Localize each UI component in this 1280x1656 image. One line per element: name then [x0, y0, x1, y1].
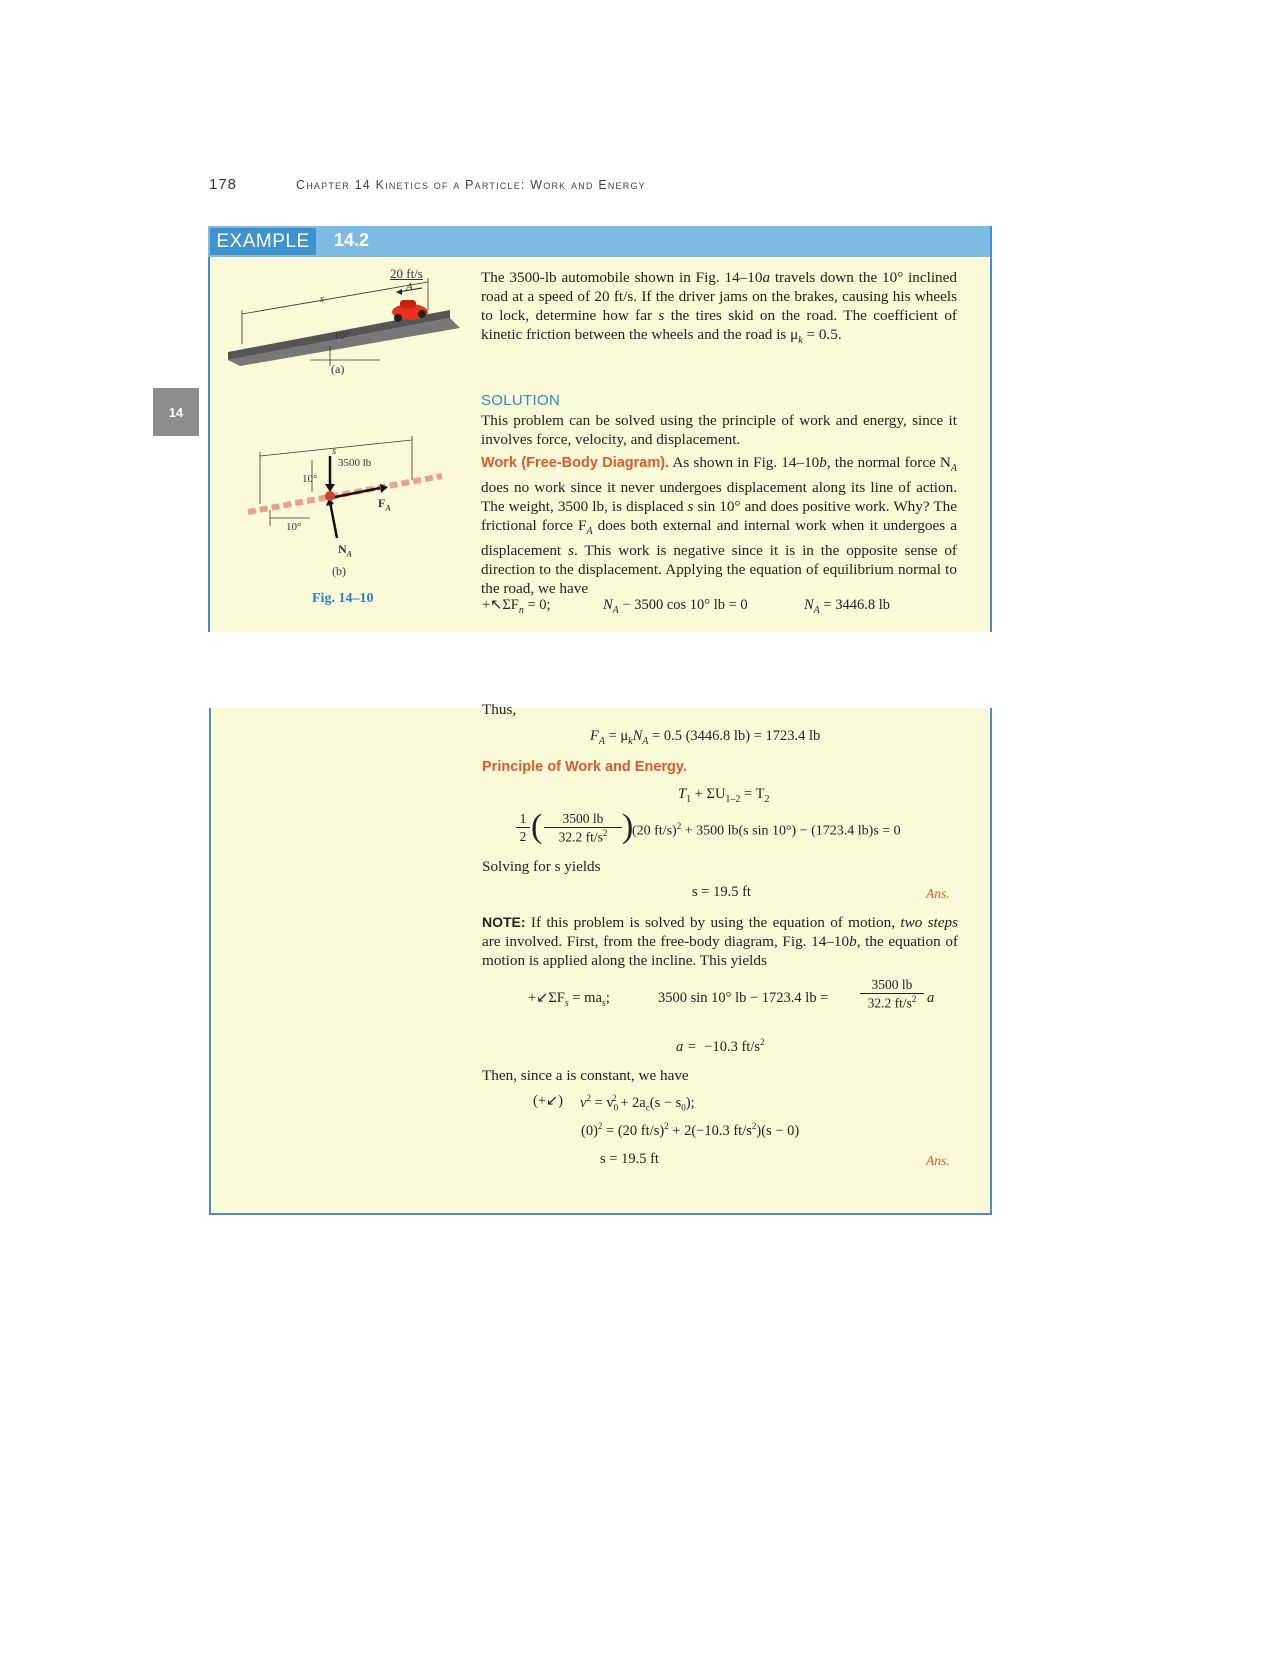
equation-normal-mid: $N_A - 3500$ cos 10° lb = 0: [603, 597, 748, 616]
equation-energy: $T_1 + \Sigma U_{1-2} = T_2$: [678, 786, 770, 805]
example-label: EXAMPLE: [210, 228, 316, 255]
answer-label-2: Ans.: [926, 1153, 950, 1168]
motion-frac-num: 3500 lb: [871, 977, 913, 992]
normal-arrow: [330, 502, 337, 538]
fig-a-speed: 20 ft/s: [390, 266, 423, 281]
fig-b-normal-label: [338, 542, 352, 558]
frac-half-den: 2: [516, 827, 530, 846]
example-header-bar: [208, 226, 990, 257]
normal-symbol: N: [338, 542, 347, 556]
figure-a: [220, 266, 470, 386]
chapter-tab: 14: [153, 388, 199, 436]
note-paragraph: NOTE: If this problem is solved by using the equation of motion, two steps are involved. First, from the free-body diagram, Fig. 14–10b, the equation of motion is applied along the incline. This yields: [482, 914, 958, 969]
normal-sub: A: [346, 549, 353, 559]
friction-sub: A: [385, 503, 391, 513]
frac-mass-den: 32.2 $ft/s^2$: [544, 827, 622, 846]
motion-frac-den: 32.2 $ft/s^2$: [860, 993, 924, 1012]
kinematics-eq-1: $v^2 = v_0^2 + 2a_c(s - s_0)$;: [580, 1093, 695, 1113]
equation-friction: $F_A = \mu_kN_A = 0.5$ (3446.8 lb) = 1723.4 lb: [590, 728, 821, 747]
fig-a-s: s: [320, 293, 325, 305]
motion-frac: [860, 977, 924, 1012]
equation-normal-lhs: $+↖\Sigma F_n = 0$;: [482, 597, 551, 616]
frac-mass: [544, 811, 622, 846]
fig-b-weight: 3500 lb: [338, 457, 372, 469]
contact-point: [325, 491, 335, 501]
problem-statement: The 3500-lb automobile shown in Fig. 14–10a travels down the 10° inclined road at a speed of 20 ft/s. If the driver jams on the brakes, causing his wheels to lock, determine how far s the tires skid on the road. The coefficient of kinetic friction between the wheels and the road is $\mu_k = 0.5$.: [481, 269, 957, 347]
fig-a-angle: 10°: [334, 330, 350, 342]
friction-symbol: F: [378, 496, 386, 510]
fig-a-caption: (a): [331, 362, 345, 376]
motion-accel-symbol: a: [927, 990, 935, 1006]
principle-heading: Principle of Work and Energy.: [482, 759, 687, 775]
work-paragraph: Work (Free-Body Diagram). As shown in Fig. 14–10b, the normal force $N_A$ does no work since it never undergoes displacement along its line of action. The weight, 3500 lb, is displaced s sin 10° and does positive work. Why? The frictional force $F_A$ does both external and internal work when it undergoes a displacement s. This work is negative since it is in the opposite sense of direction to the displacement. Applying the equation of equilibrium normal to the road, we have: [481, 454, 958, 598]
solution-heading: SOLUTION: [481, 392, 561, 409]
fig-b-caption: (b): [332, 564, 346, 578]
page-number: 178: [209, 176, 238, 193]
then-text: Then, since a is constant, we have: [482, 1067, 689, 1084]
kinematics-eq-2: $(0)^2 = (20$ ft/s)$^2$ + 2(−10.3 $ft/s^2)(s - 0)$: [581, 1121, 800, 1139]
fig-b-friction-label: [378, 496, 391, 512]
equation-motion-lhs: $+↙\Sigma F_s = ma_s$;: [528, 990, 610, 1009]
fig-a-point: A: [406, 281, 413, 293]
equation-accel: a = −10.3 $ft/s^2$: [676, 1037, 765, 1055]
equation-normal-result: $N_A = 3446.8$ lb: [804, 597, 890, 616]
thus-text: Thus,: [482, 701, 517, 718]
equation-motion-mid: 3500 sin 10° lb − 1723.4 lb =: [658, 990, 829, 1006]
equation-energy-rest: (20 ft/s)$^2$ + 3500 lb(s sin 10°) − (1723.4 lb)s = 0: [632, 821, 901, 839]
result-s: s = 19.5 ft: [692, 884, 751, 900]
fig-b-s: s: [332, 445, 337, 457]
answer-label-1: Ans.: [926, 886, 950, 901]
fig-b-angle-bottom: 10°: [286, 521, 302, 533]
fig-b-angle-top: 10°: [302, 473, 318, 485]
paren-close: ): [622, 808, 634, 845]
example-number: 14.2: [334, 230, 370, 250]
figure-caption: Fig. 14–10: [312, 591, 374, 606]
frac-mass-num: 3500 lb: [562, 811, 604, 826]
solving-text: Solving for s yields: [482, 858, 601, 875]
running-header: Chapter 14 Kinetics of a Particle: Work and Energy: [296, 178, 646, 192]
kinematics-sign: (+↙): [533, 1093, 563, 1109]
paren-open: (: [531, 808, 543, 845]
solution-intro: This problem can be solved using the principle of work and energy, since it involves force, velocity, and displacement.: [481, 412, 957, 448]
kinematics-eq-3: s = 19.5 ft: [600, 1151, 659, 1167]
frac-half: [516, 811, 530, 846]
frac-half-num: 1: [519, 811, 527, 826]
